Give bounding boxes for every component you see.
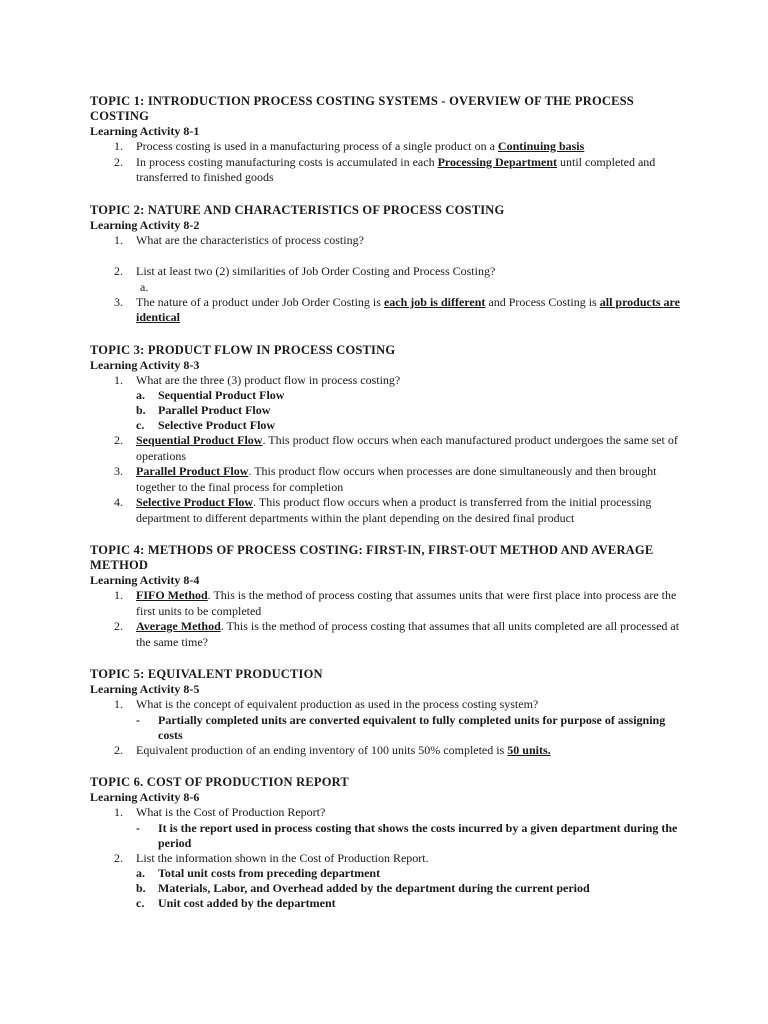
topic-title: TOPIC 6. COST OF PRODUCTION REPORT — [90, 775, 349, 789]
activity-label: Learning Activity 8-5 — [90, 682, 200, 696]
answer-term: 50 units. — [507, 742, 551, 757]
list-item: 2. List at least two (2) similarities of Job Order Costing and Process Costing? — [114, 264, 496, 278]
activity-label: Learning Activity 8-4 — [90, 573, 200, 587]
list-subitem: - Partially completed units are converted equivalent to fully completed units for purpose of assigning costs — [136, 712, 666, 742]
answer-term: FIFO Method — [136, 588, 208, 602]
topic-6-section — [90, 775, 690, 911]
list-subitem: c. Unit cost added by the department — [136, 896, 336, 910]
topic-3-section — [90, 343, 690, 527]
list-item: 2. List the information shown in the Cost of Production Report. — [114, 850, 429, 865]
list-item: 1. FIFO Method. This is the method of process costing that assumes units that were first place into process are the first units to be completed — [114, 588, 677, 618]
list-item: 2. In process costing manufacturing costs is accumulated in each Processing Department until completed and transferred to finished goods — [114, 154, 656, 184]
list-item: 1. What is the concept of equivalent production as used in the process costing system? — [114, 697, 539, 711]
list-item: 3. The nature of a product under Job Order Costing is each job is different and Process Costing is all products are identical — [114, 294, 680, 324]
list-item: 1. What are the three (3) product flow in process costing? — [114, 372, 401, 387]
topic-title: TOPIC 4: METHODS OF PROCESS COSTING: FIRST-IN, FIRST-OUT METHOD AND AVERAGE METHOD — [90, 543, 654, 572]
list-item: 2. Sequential Product Flow. This product flow occurs when each manufactured product undergoes the same set of operations — [114, 433, 678, 463]
topic-5-section — [90, 667, 690, 758]
list-subitem: b. Materials, Labor, and Overhead added by the department during the current period — [136, 881, 590, 895]
activity-label: Learning Activity 8-3 — [90, 357, 200, 372]
answer-term: all products are identical — [136, 294, 680, 324]
activity-label: Learning Activity 8-1 — [90, 124, 200, 138]
list-item: 2. Average Method. This is the method of process costing that assumes that all units completed are all processed at the same time? — [114, 619, 680, 649]
topic-title: TOPIC 5: EQUIVALENT PRODUCTION — [90, 667, 323, 681]
topic-title: TOPIC 1: INTRODUCTION PROCESS COSTING SYSTEMS - OVERVIEW OF THE PROCESS COSTING — [90, 94, 634, 123]
answer-term: Parallel Product Flow — [136, 464, 249, 478]
topic-title: TOPIC 2: NATURE AND CHARACTERISTICS OF PROCESS COSTING — [90, 202, 505, 217]
list-subitem: a. Sequential Product Flow — [136, 388, 285, 402]
document-body — [90, 94, 690, 928]
list-subitem: a. Total unit costs from preceding department — [136, 866, 381, 880]
list-subitem: b. Parallel Product Flow — [136, 403, 271, 417]
answer-term: Sequential Product Flow — [136, 433, 263, 447]
topic-4-section — [90, 543, 690, 650]
answer-term: Selective Product Flow — [136, 495, 254, 509]
answer-term: Processing Department — [437, 154, 557, 169]
answer-term: Continuing basis — [497, 139, 585, 153]
list-item: 3. Parallel Product Flow. This product flow occurs when processes are done simultaneously and then brought together to the final process for completion — [114, 464, 657, 494]
list-subitem: c. Selective Product Flow — [136, 418, 276, 432]
list-item: 2. Equivalent production of an ending inventory of 100 units 50% completed is 50 units. — [114, 742, 551, 757]
list-item: 1. What are the characteristics of process costing? — [114, 232, 364, 247]
topic-1-section — [90, 94, 690, 186]
list-item: 1. Process costing is used in a manufacturing process of a single product on a Continuing basis — [114, 139, 585, 153]
activity-label: Learning Activity 8-2 — [90, 217, 200, 232]
answer-term: Average Method — [136, 619, 221, 633]
topic-2-section — [90, 203, 690, 326]
list-item: 4. Selective Product Flow. This product flow occurs when a product is transferred from the initial processing department to different departments within the plant depending on the desired final product — [114, 495, 652, 525]
answer-term: each job is different — [383, 294, 486, 309]
topic-title: TOPIC 3: PRODUCT FLOW IN PROCESS COSTING — [90, 342, 396, 357]
activity-label: Learning Activity 8-6 — [90, 790, 200, 804]
list-subitem: - It is the report used in process costing that shows the costs incurred by a given department during the period — [136, 820, 678, 850]
list-item: 1. What is the Cost of Production Report? — [114, 805, 326, 819]
list-subitem: a. — [140, 279, 149, 294]
